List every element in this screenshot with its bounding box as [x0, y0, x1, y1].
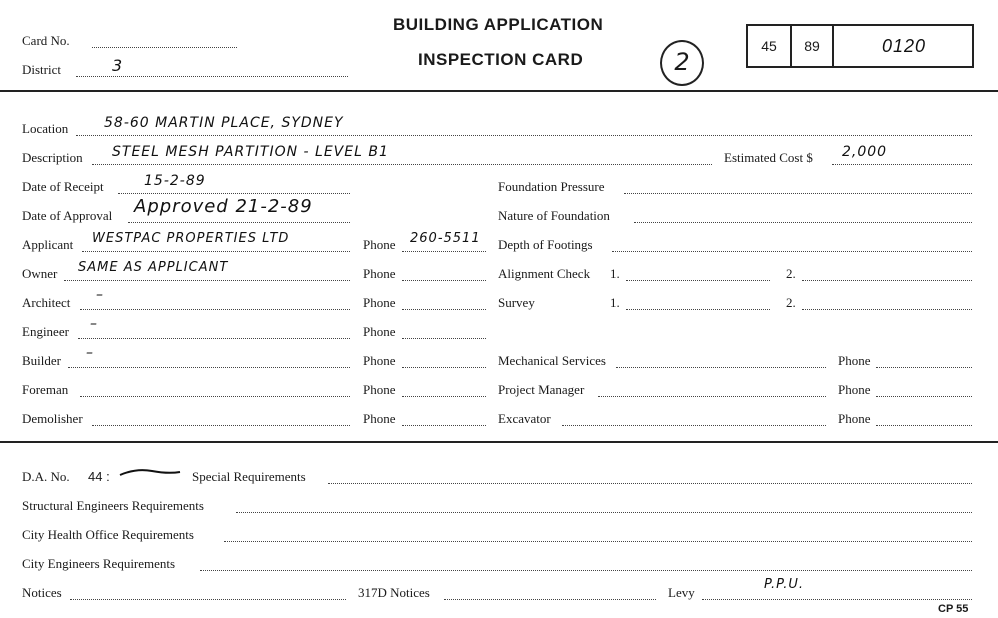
depth-footings-label: Depth of Footings [498, 237, 593, 252]
excavator-field[interactable] [562, 425, 826, 426]
number-box-cell-3: 0120 [881, 36, 927, 56]
estimated-cost-label: Estimated Cost $ [724, 150, 813, 165]
title-line1: BUILDING APPLICATION [393, 15, 604, 34]
applicant-phone-value: 260-5511 [410, 231, 481, 246]
location-field[interactable] [76, 135, 972, 136]
owner-field[interactable] [64, 280, 350, 281]
divider-middle [0, 441, 998, 443]
excavator-label: Excavator [498, 411, 551, 426]
notices-field[interactable] [70, 599, 346, 600]
survey-1-label: 1. [610, 295, 620, 310]
project-manager-field[interactable] [598, 396, 826, 397]
project-manager-label: Project Manager [498, 382, 585, 397]
form-code: CP 55 [938, 603, 969, 615]
location-value: 58-60 MARTIN PLACE, SYDNEY [104, 115, 344, 131]
alignment-check-1-field[interactable] [626, 280, 770, 281]
applicant-phone-label: Phone [363, 237, 396, 252]
description-field[interactable] [92, 164, 712, 165]
engineer-label: Engineer [22, 324, 69, 339]
number-box-cell-1: 45 [748, 26, 792, 66]
card-number-box [746, 24, 974, 68]
notices-317d-label: 317D Notices [358, 585, 430, 600]
date-receipt-value: 15-2-89 [144, 173, 206, 189]
survey-2-label: 2. [786, 295, 796, 310]
alignment-check-1-label: 1. [610, 266, 620, 281]
engineer-field[interactable] [78, 338, 350, 339]
date-approval-value: Approved 21-2-89 [134, 196, 313, 217]
date-approval-field[interactable] [128, 222, 350, 223]
owner-phone-label: Phone [363, 266, 396, 281]
special-requirements-field[interactable] [328, 483, 972, 484]
district-field[interactable] [76, 76, 348, 77]
project-manager-phone-label: Phone [838, 382, 871, 397]
architect-label: Architect [22, 295, 71, 310]
demolisher-phone-field[interactable] [402, 425, 486, 426]
nature-foundation-label: Nature of Foundation [498, 208, 610, 223]
owner-phone-field[interactable] [402, 280, 486, 281]
description-label: Description [22, 150, 83, 165]
city-engineers-requirements-field[interactable] [200, 570, 972, 571]
date-approval-label: Date of Approval [22, 208, 113, 223]
builder-field[interactable] [68, 367, 350, 368]
location-label: Location [22, 121, 69, 136]
architect-value: – [96, 287, 104, 303]
estimated-cost-value: 2,000 [842, 144, 888, 160]
notices-label: Notices [22, 585, 62, 600]
date-receipt-label: Date of Receipt [22, 179, 104, 194]
estimated-cost-field[interactable] [832, 164, 972, 165]
alignment-check-label: Alignment Check [498, 266, 591, 281]
demolisher-field[interactable] [92, 425, 350, 426]
levy-value: P.P.U. [764, 577, 805, 592]
description-value: STEEL MESH PARTITION - LEVEL B1 [112, 144, 389, 160]
nature-foundation-field[interactable] [634, 222, 972, 223]
health-requirements-label: City Health Office Requirements [22, 527, 194, 542]
excavator-phone-label: Phone [838, 411, 871, 426]
engineer-phone-field[interactable] [402, 338, 486, 339]
architect-phone-label: Phone [363, 295, 396, 310]
depth-footings-field[interactable] [612, 251, 972, 252]
da-no-label: D.A. No. [22, 469, 70, 484]
date-receipt-field[interactable] [118, 193, 350, 194]
structural-requirements-field[interactable] [236, 512, 972, 513]
engineer-value: – [90, 316, 98, 332]
foundation-pressure-label: Foundation Pressure [498, 179, 605, 194]
mechanical-services-field[interactable] [616, 367, 826, 368]
levy-label: Levy [668, 585, 695, 600]
foreman-field[interactable] [80, 396, 350, 397]
alignment-check-2-field[interactable] [802, 280, 972, 281]
survey-label: Survey [498, 295, 535, 310]
builder-phone-field[interactable] [402, 367, 486, 368]
health-requirements-field[interactable] [224, 541, 972, 542]
architect-field[interactable] [80, 309, 350, 310]
demolisher-label: Demolisher [22, 411, 83, 426]
builder-label: Builder [22, 353, 61, 368]
applicant-phone-field[interactable] [402, 251, 486, 252]
foundation-pressure-field[interactable] [624, 193, 972, 194]
city-engineers-requirements-label: City Engineers Requirements [22, 556, 176, 571]
foreman-phone-field[interactable] [402, 396, 486, 397]
card-no-field[interactable] [92, 47, 237, 48]
district-value: 3 [112, 56, 124, 75]
divider-top [0, 90, 998, 92]
card-no-label: Card No. [22, 33, 70, 48]
architect-phone-field[interactable] [402, 309, 486, 310]
demolisher-phone-label: Phone [363, 411, 396, 426]
excavator-phone-field[interactable] [876, 425, 972, 426]
applicant-field[interactable] [82, 251, 350, 252]
title-line2: INSPECTION CARD [418, 50, 584, 69]
engineer-phone-label: Phone [363, 324, 396, 339]
notices-317d-field[interactable] [444, 599, 656, 600]
mechanical-phone-label: Phone [838, 353, 871, 368]
survey-1-field[interactable] [626, 309, 770, 310]
alignment-check-2-label: 2. [786, 266, 796, 281]
builder-value: – [86, 345, 94, 361]
applicant-label: Applicant [22, 237, 74, 252]
special-requirements-label: Special Requirements [192, 469, 306, 484]
structural-requirements-label: Structural Engineers Requirements [22, 498, 204, 513]
project-manager-phone-field[interactable] [876, 396, 972, 397]
owner-value: SAME AS APPLICANT [78, 260, 229, 275]
mechanical-services-label: Mechanical Services [498, 353, 606, 368]
owner-label: Owner [22, 266, 58, 281]
builder-phone-label: Phone [363, 353, 396, 368]
applicant-value: WESTPAC PROPERTIES LTD [92, 231, 290, 246]
levy-field[interactable] [702, 599, 972, 600]
district-label: District [22, 62, 61, 77]
mechanical-phone-field[interactable] [876, 367, 972, 368]
foreman-label: Foreman [22, 382, 69, 397]
number-box-cell-2: 89 [792, 26, 834, 66]
foreman-phone-label: Phone [363, 382, 396, 397]
circled-number: 2 [660, 40, 704, 86]
da-no-value: 44 : [88, 469, 110, 484]
survey-2-field[interactable] [802, 309, 972, 310]
handwritten-dash [118, 466, 182, 478]
